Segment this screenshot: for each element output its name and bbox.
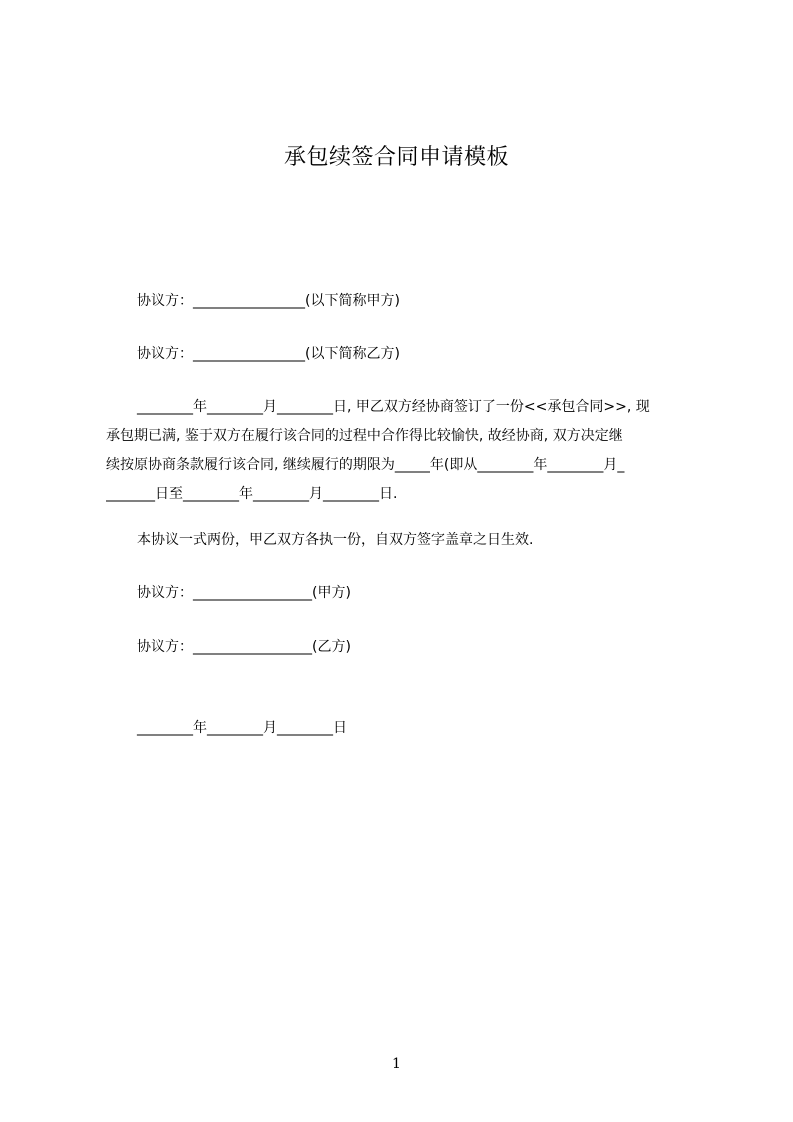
body-paragraph-line: 续按原协商条款履行该合同, 继续履行的期限为_____年(即从________年________月_ xyxy=(106,457,625,473)
body-paragraph-line: ________年________月________日, 甲乙双方经协商签订了一份<<承包合同>>, 现 xyxy=(137,399,650,415)
copies-clause: 本协议一式两份，甲乙双方各执一份，自双方签字盖章之日生效. xyxy=(137,532,534,548)
body-paragraph-line: 承包期已满, 鉴于双方在履行该合同的过程中合作得比较愉快, 故经协商, 双方决定继 xyxy=(106,428,623,444)
document-title: 承包续签合同申请模板 xyxy=(283,145,509,170)
signature-party-b: 协议方：_________________(乙方) xyxy=(137,639,351,655)
signature-date: ________年________月________日 xyxy=(137,720,347,736)
party-b-line: 协议方：________________(以下简称乙方) xyxy=(137,346,400,362)
party-a-line: 协议方：________________(以下简称甲方) xyxy=(137,293,400,309)
page-number: 1 xyxy=(392,1056,401,1072)
body-paragraph xyxy=(106,393,700,509)
body-paragraph-line: _______日至________年________月________日. xyxy=(106,486,398,502)
signature-party-a: 协议方：_________________(甲方) xyxy=(137,585,351,601)
